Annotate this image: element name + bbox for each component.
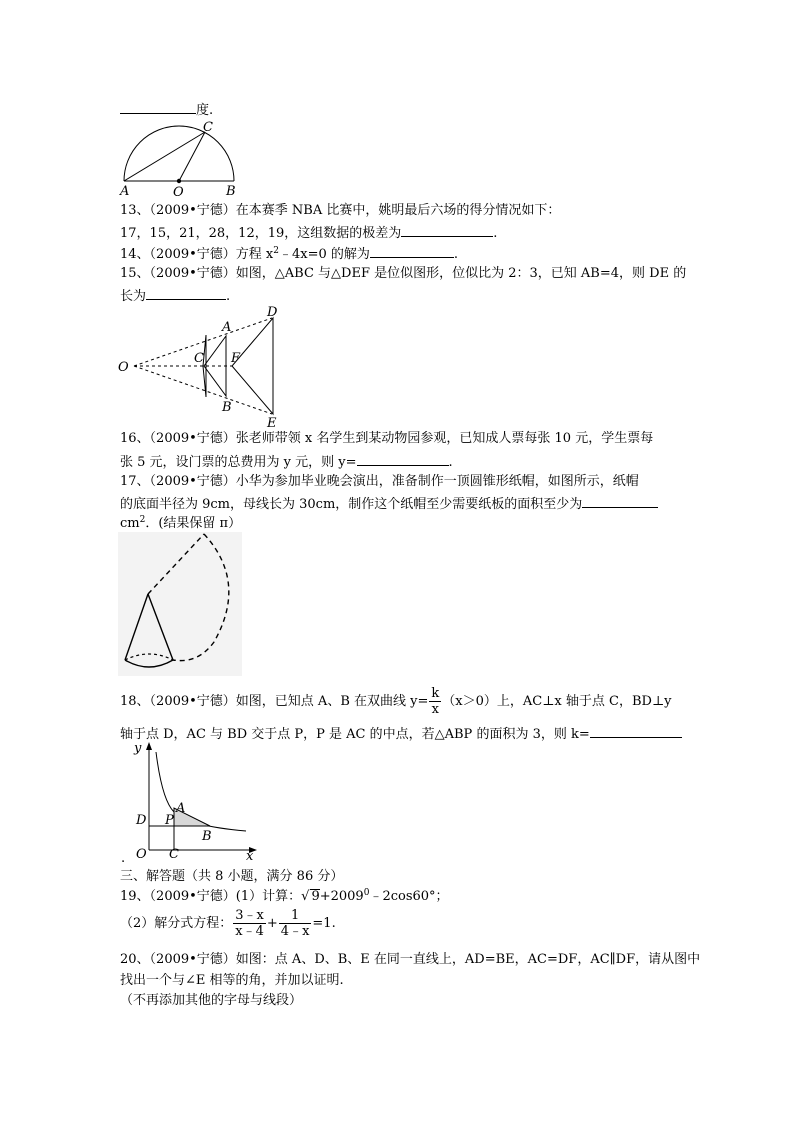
q16-line1: 16、（2009•宁德）张老师带领 x 名学生到某动物园参观，已知成人票每张 10 元，学生票每 <box>120 431 654 446</box>
q13-text: 17，15，21，28，12，19，这组数据的极差为 <box>120 226 402 241</box>
q19-exponent: 0 <box>363 888 370 898</box>
q18-line1 <box>120 686 672 718</box>
fraction-2-den: 4﹣x <box>280 924 310 939</box>
q19-part2-label: （2）解分式方程： <box>120 916 233 931</box>
q17-line2 <box>120 495 658 513</box>
q14-exponent: 2 <box>273 246 279 256</box>
label-b: B <box>202 829 212 844</box>
section-title: 三、解答题（共 8 小题，满分 86 分） <box>120 869 344 884</box>
label-a: A <box>222 320 232 335</box>
q18-text-b: （x＞0）上，AC⊥x 轴于点 C，BD⊥y <box>442 694 672 709</box>
label-d: D <box>267 305 278 320</box>
label-p: P <box>165 813 174 828</box>
q18-frac-num: k <box>431 686 440 701</box>
fraction-1-den: x﹣4 <box>235 924 264 939</box>
q18-fraction <box>429 686 441 717</box>
label-c: C <box>169 847 179 862</box>
label-x: x <box>246 849 254 864</box>
q14-answer-blank <box>370 245 454 258</box>
label-b: B <box>222 400 232 415</box>
label-b: B <box>226 184 236 198</box>
q13-line2 <box>120 224 497 242</box>
chord-ac <box>124 132 205 181</box>
q19-text-b: +2009 <box>319 889 364 904</box>
q12-answer-blank <box>120 101 196 114</box>
q13-line1: 13、（2009•宁德）在本赛季 NBA 比赛中，姚明最后六场的得分情况如下： <box>120 203 561 218</box>
label-e: E <box>267 416 277 430</box>
triangle-def <box>232 318 273 414</box>
q16-line2 <box>120 453 453 471</box>
q13-end: . <box>493 226 498 241</box>
q14-text: 14、（2009•宁德）方程 x <box>120 247 274 262</box>
center-point-o <box>177 179 181 183</box>
q16-text: 张 5 元，设门票的总费用为 y 元，则 y= <box>120 455 357 470</box>
label-o: O <box>136 847 147 862</box>
label-d: D <box>136 813 147 828</box>
label-f: F <box>231 351 241 366</box>
q18-figure-dot: . <box>121 851 126 866</box>
q17-text: 的底面半径为 9cm，母线长为 30cm，制作这个纸帽至少需要纸板的面积至少为 <box>120 497 583 512</box>
label-a: A <box>176 801 186 816</box>
sqrt-sign: √ <box>301 889 310 904</box>
q17-unit-exponent: 2 <box>139 515 146 525</box>
q19-part2-end: =1. <box>312 916 336 931</box>
similar-triangles-figure <box>116 302 286 430</box>
label-a: A <box>120 184 130 198</box>
q17-note: ．(结果保留 π） <box>145 516 242 531</box>
semicircle-arc <box>124 126 234 181</box>
q16-end: . <box>448 455 453 470</box>
plus-sign: + <box>266 916 278 931</box>
q18-frac-den: x <box>431 702 439 717</box>
fraction-1 <box>233 908 266 939</box>
q18-answer-blank <box>590 725 682 738</box>
cone-figure <box>118 532 242 676</box>
label-c: C <box>194 351 204 366</box>
fraction-2-num: 1 <box>279 908 312 924</box>
sqrt-radicand: 9 <box>311 889 320 904</box>
q14-text2: ﹣4x=0 的解为 <box>279 247 370 262</box>
q20-line2: 找出一个与∠E 相等的角，并加以证明. <box>120 973 344 988</box>
q16-answer-blank <box>357 453 449 466</box>
q17-answer-blank <box>582 495 658 508</box>
q19-text-c: ﹣2cos60°； <box>369 889 449 904</box>
q20-line3: （不再添加其他的字母与线段） <box>120 993 303 1008</box>
fraction-1-num: 3﹣x <box>235 908 264 923</box>
q15-end: . <box>226 289 231 304</box>
label-y: y <box>134 741 142 756</box>
q15-answer-blank <box>146 287 226 300</box>
label-o: O <box>118 360 129 375</box>
cone-figure-background <box>118 532 242 676</box>
semicircle-figure <box>116 118 246 198</box>
q17-line1: 17、（2009•宁德）小华为参加毕业晚会演出，准备制作一顶圆锥形纸帽，如图所示，纸帽 <box>120 474 639 489</box>
q17-unit: cm <box>120 516 140 531</box>
ray-o-e <box>134 366 272 414</box>
label-o: O <box>173 185 184 198</box>
label-c: C <box>203 120 213 135</box>
q19-part1 <box>120 889 449 905</box>
q20-line1: 20、（2009•宁德）如图：点 A、D、B、E 在同一直线上，AD=BE，AC=DF，AC∥DF，请从图中 <box>120 952 701 967</box>
q18-text-a: 18、（2009•宁德）如图，已知点 A、B 在双曲线 y= <box>120 694 429 709</box>
q15-text: 长为 <box>120 289 147 304</box>
q18-text: 轴于点 D，AC 与 BD 交于点 P，P 是 AC 的中点，若△ABP 的面积为 3，则 k= <box>120 727 590 742</box>
fraction-2 <box>279 908 312 939</box>
q19-part2 <box>120 908 336 940</box>
q17-line3 <box>120 516 241 532</box>
q12-answer-line <box>120 101 213 119</box>
q13-answer-blank <box>401 224 493 237</box>
q15-line1: 15、（2009•宁德）如图，△ABC 与△DEF 是位似图形，位似比为 2：3，已知 AB=4，则 DE 的 <box>120 266 687 281</box>
y-axis-arrow <box>146 742 152 750</box>
q12-tail: 度. <box>196 103 214 118</box>
hyperbola-figure <box>116 740 261 864</box>
q14-end: . <box>453 247 459 262</box>
q19-text-a: 19、（2009•宁德）(1）计算： <box>120 889 302 904</box>
q14-line <box>120 245 458 263</box>
